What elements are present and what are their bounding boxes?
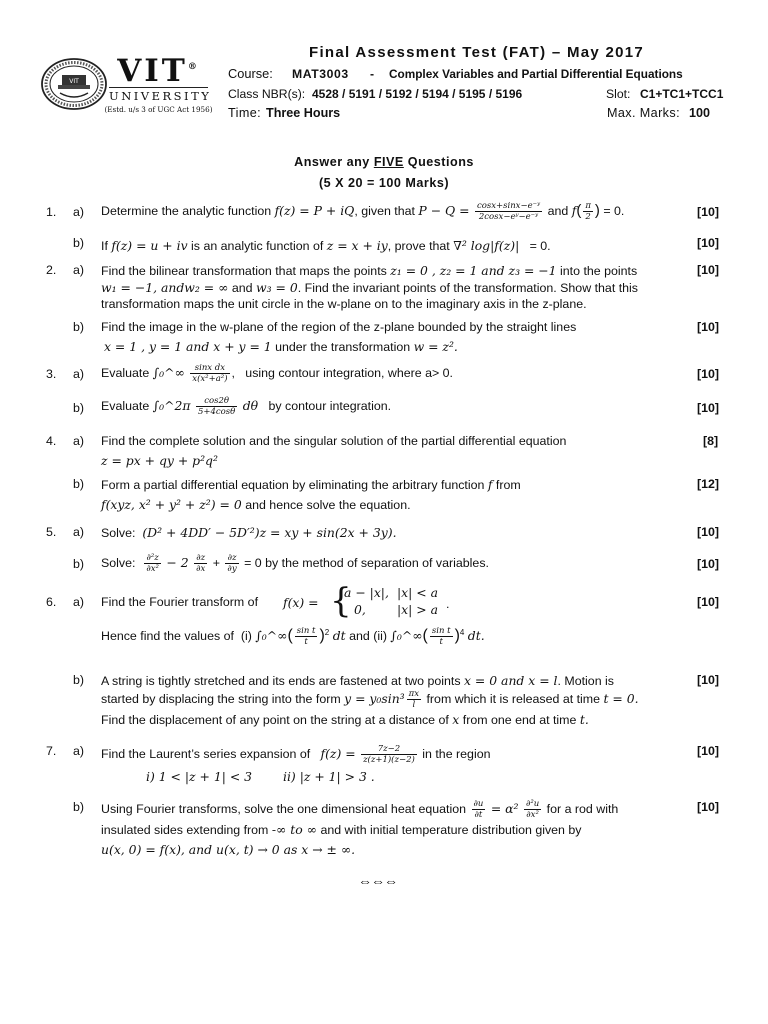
exam-title: Final Assessment Test (FAT) – May 2017 [309, 44, 645, 61]
university-wordmark [101, 55, 216, 114]
marks: [10] [697, 557, 720, 571]
part-label: a) [73, 595, 85, 609]
max-marks-value: 100 [689, 106, 711, 120]
part-label: a) [73, 744, 85, 758]
marks: [10] [697, 525, 720, 539]
question-number: 4. [46, 434, 57, 448]
class-nbr-label: Class NBR(s): [228, 87, 306, 101]
marks: [12] [697, 477, 720, 491]
q5a-text: Solve: (D² + 4DD′ − 5D′²)z = xy + sin(2x + 3y). [101, 525, 397, 540]
part-label: b) [73, 673, 85, 687]
q6a-line2: Hence find the values of (i) ∫₀^∞( $\frac{\text{sin t}}{t}$ )$^2$ dt and (ii) ∫₀^∞( $\frac{\text{sin t}}{t}$ )$^4$ dt. [101, 626, 485, 648]
time-value: Three Hours [266, 106, 341, 120]
course-separator: - [370, 67, 375, 81]
q4a-equation: z = px + qy + p²q² [101, 453, 218, 468]
logo-university-text: UNIVERSITY [109, 89, 212, 103]
q6b-line2: started by displacing the string into the form y = y₀sin³ $\frac{\pi x}{l}$ from which it is released at time t = 0. [101, 689, 639, 711]
q7b-line3: u(x, 0) = f(x), and u(x, t) → 0 as x → ± ∞. [101, 842, 356, 857]
part-label: b) [73, 477, 85, 491]
q6a-case1-range: |x| < a [397, 585, 438, 600]
question-number: 6. [46, 595, 57, 609]
q6a-text1: Find the Fourier transform of [101, 595, 259, 609]
logo-established-text: (Estd. u/s 3 of UGC Act 1956) [104, 105, 213, 114]
question-number: 1. [46, 205, 57, 219]
part-label: a) [73, 434, 85, 448]
marks: [10] [697, 595, 720, 609]
max-marks-label: Max. Marks: [607, 106, 680, 120]
q2b-line2: x = 1 , y = 1 and x + y = 1 under the transformation w = z². [104, 339, 458, 354]
q3a-text: Evaluate ∫₀^∞ $\frac{\text{sinx dx}}{\text{x(x²+a²)}}$ , using contour integration, where a> 0. [101, 363, 453, 385]
question-number: 5. [46, 525, 57, 539]
q4b-line2: f(xyz, x² + y² + z²) = 0 and hence solve the equation. [101, 497, 411, 512]
brace-symbol: { [330, 581, 352, 621]
q5b-text: Solve: $\frac{\text{∂²z}}{\text{∂x²}}$ − 2 $\frac{\partial z}{\partial x}$ + $\frac{\partial z}{\partial y}$ = 0 by the method of separation of variables. [101, 553, 489, 575]
course-label: Course: [228, 66, 273, 81]
q6a-case2-range: |x| > a [397, 602, 438, 617]
marks: [10] [697, 744, 720, 758]
part-label: a) [73, 263, 85, 277]
marks: [10] [697, 401, 720, 415]
instruction-line-1: Answer any FIVE Questions [294, 155, 474, 169]
q2a-line1: Find the bilinear transformation that maps the points z₁ = 0 , z₂ = 1 and z₃ = −1 into the points [101, 263, 638, 278]
q2a-line2: w₁ = −1, andw₂ = ∞ and w₃ = 0. Find the invariant points of the transformation. Show that this [101, 280, 638, 295]
q2a-line3: transformation maps the unit circle in the w-plane on to the imaginary axis in the z-plane. [101, 297, 587, 311]
question-number: 3. [46, 367, 57, 381]
q1a-text: Determine the analytic function f(z) = P + iQ, given that P − Q = $\frac{\text{cosx+sinx−e⁻ʸ}}{\text{2cosx−eʸ−e⁻ʸ}}$ and f( $\frac{\pi}{2}$ ) = 0. [101, 201, 625, 223]
part-label: b) [73, 320, 85, 334]
q6a-dot: . [446, 597, 450, 611]
class-nbr-values: 4528 / 5191 / 5192 / 5194 / 5195 / 5196 [312, 87, 523, 101]
q6b-line1: A string is tightly stretched and its ends are fastened at two points x = 0 and x = l. Motion is [101, 673, 614, 688]
q7b-line2: insulated sides extending from -∞ to ∞ and with initial temperature distribution given by [101, 822, 582, 837]
q7a-region-2: ii) |z + 1| > 3 . [283, 769, 375, 784]
q3b-text: Evaluate ∫₀^2π $\frac{\cos 2\theta}{5+4\cos\theta}$ dθ by contour integration. [101, 396, 392, 418]
marks: [8] [703, 434, 719, 448]
q2b-line1: Find the image in the w-plane of the region of the z-plane bounded by the straight lines [101, 320, 577, 334]
end-of-paper-symbol: ⇔⇔⇔ [358, 873, 397, 889]
part-label: b) [73, 401, 85, 415]
question-number: 7. [46, 744, 57, 758]
slot-label: Slot: [606, 87, 631, 101]
q7a-line1: Find the Laurent’s series expansion of f(z) = $\frac{7z-2}{z(z+1)(z-2)}$ in the region [101, 744, 491, 766]
part-label: b) [73, 800, 85, 814]
marks: [10] [697, 205, 720, 219]
marks: [10] [697, 236, 720, 250]
time-label: Time: [228, 106, 262, 120]
course-code: MAT3003 [292, 67, 349, 81]
part-label: b) [73, 236, 85, 250]
q6a-case2: 0, [354, 602, 366, 617]
slot-value: C1+TC1+TCC1 [640, 87, 724, 101]
q4b-line1: Form a partial differential equation by eliminating the arbitrary function f from [101, 477, 521, 492]
q6a-fx: f(x) = [283, 595, 319, 610]
marks: [10] [697, 367, 720, 381]
part-label: a) [73, 367, 85, 381]
marks: [10] [697, 800, 720, 814]
q7a-region-1: i) 1 < |z + 1| < 3 [146, 769, 253, 784]
instruction-emphasis: FIVE [373, 155, 404, 169]
part-label: a) [73, 525, 85, 539]
q6a-case1: a − |x|, [344, 585, 389, 600]
question-number: 2. [46, 263, 57, 277]
marks: [10] [697, 263, 720, 277]
q1b-text: If f(z) = u + iv is an analytic function of z = x + iy, prove that ∇² log|f(z)| = 0. [101, 238, 551, 253]
part-label: a) [73, 205, 85, 219]
part-label: b) [73, 557, 85, 571]
svg-text:VIT: VIT [69, 78, 79, 85]
q7b-line1: Using Fourier transforms, solve the one dimensional heat equation $\frac{\partial u}{\partial t}$ = α² $\frac{\text{∂²u}}{\text{∂x²}}$ for a rod with [101, 799, 619, 821]
marks: [10] [697, 673, 720, 687]
instruction-line-2: (5 X 20 = 100 Marks) [318, 176, 450, 190]
course-name: Complex Variables and Partial Differential Equations [389, 67, 683, 81]
university-seal-logo [40, 57, 108, 111]
q6b-line3: Find the displacement of any point on the string at a distance of x from one end at time t. [101, 712, 589, 727]
logo-wordmark: VIT [117, 53, 188, 89]
marks: [10] [697, 320, 720, 334]
q4a-line1: Find the complete solution and the singular solution of the partial differential equation [101, 434, 567, 448]
registered-mark: ® [187, 62, 200, 72]
